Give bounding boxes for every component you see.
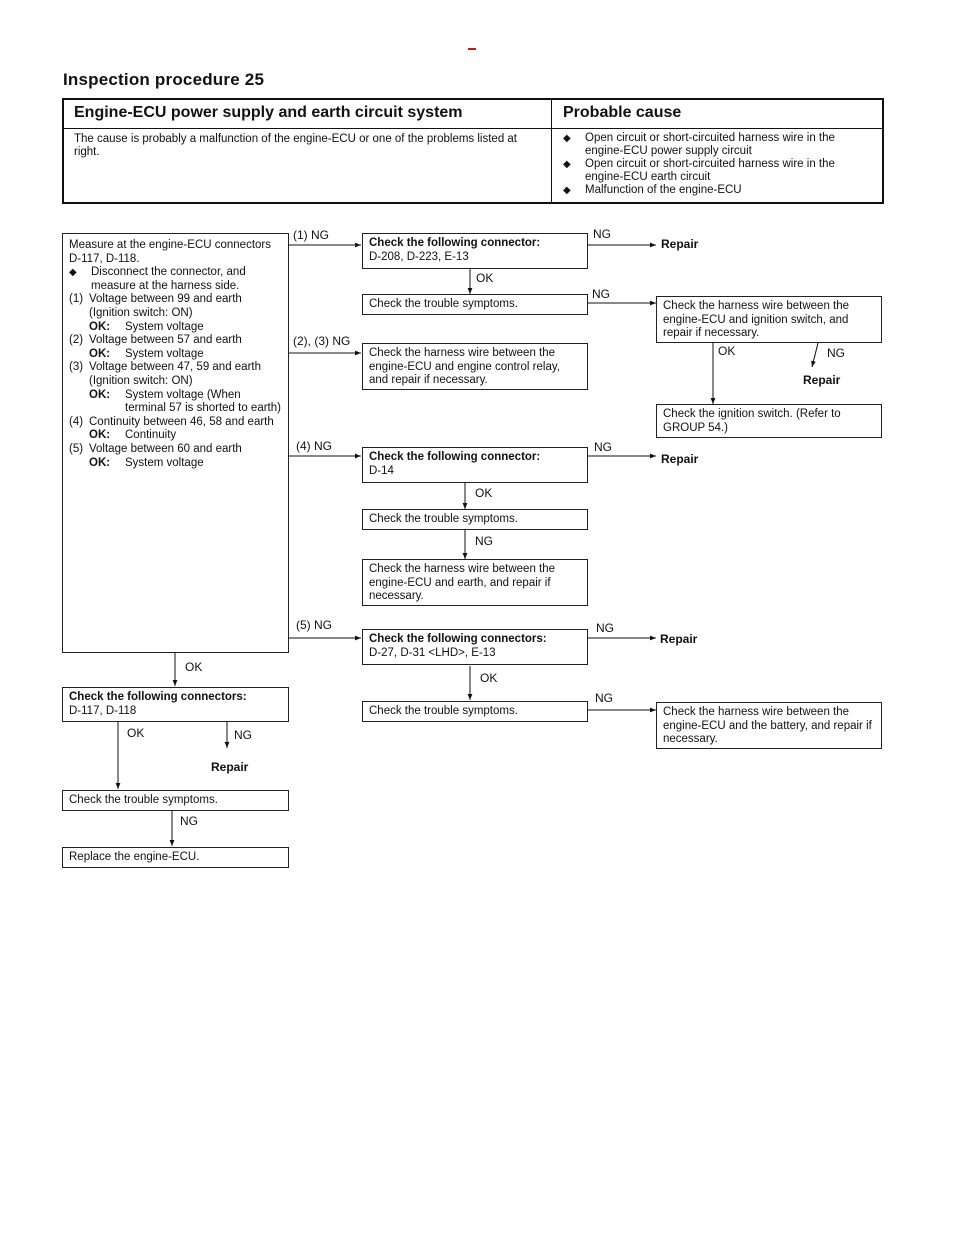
ng-label: NG: [593, 227, 611, 241]
measure-bullet: ◆ Disconnect the connector, and measure at the harness side.: [69, 266, 282, 293]
ok-label: OK: [480, 671, 498, 685]
repair-label: Repair: [661, 452, 699, 466]
ok-label: OK: [127, 726, 145, 740]
repair-label: Repair: [211, 760, 249, 774]
page-title: Inspection procedure 25: [63, 70, 265, 89]
branch-label-23: (2), (3) NG: [293, 334, 351, 348]
trouble-symptoms-box-1: Check the trouble symptoms.: [362, 294, 588, 315]
ok-label: OK: [718, 344, 736, 358]
branch-label-5: (5) NG: [296, 618, 332, 632]
measure-ok: OK: System voltage: [89, 347, 204, 360]
measure-line-1: Measure at the engine-ECU connectors: [69, 239, 271, 251]
arrow-ign-repair: [812, 343, 818, 367]
ignition-harness-box: Check the harness wire between the engine-ECU and ignition switch, and repair if necessary.: [656, 296, 882, 343]
ng-label: NG: [594, 440, 612, 454]
measure-ok: OK: Continuity: [89, 429, 177, 442]
trouble-symptoms-box-main: Check the trouble symptoms.: [62, 790, 289, 811]
ng-label: NG: [234, 728, 252, 742]
earth-harness-box: Check the harness wire between the engine-ECU and earth, and repair if necessary.: [362, 559, 588, 606]
repair-label: Repair: [660, 632, 698, 646]
cause-item: ◆ Open circuit or short-circuited harness wire in the engine-ECU power supply circuit: [563, 132, 873, 158]
ok-label: OK: [185, 660, 203, 674]
connector-check-box-1: Check the following connector: D-208, D-223, E-13: [362, 233, 588, 269]
repair-label: Repair: [661, 237, 699, 251]
cause-item: ◆ Open circuit or short-circuited harness wire in the engine-ECU earth circuit: [563, 158, 873, 184]
connector-check-box-main: Check the following connectors: D-117, D-118: [62, 687, 289, 722]
cause-item: ◆ Malfunction of the engine-ECU: [563, 184, 873, 197]
ng-label: NG: [595, 691, 613, 705]
measure-item: (4) Continuity between 46, 58 and earth: [69, 415, 274, 428]
system-title: Engine-ECU power supply and earth circuit system: [74, 104, 463, 121]
measure-ok: OK: System voltage (When terminal 57 is shorted to earth): [89, 388, 281, 415]
trouble-symptoms-box-4: Check the trouble symptoms.: [362, 509, 588, 530]
connector-check-box-5: Check the following connectors: D-27, D-31 <LHD>, E-13: [362, 629, 588, 665]
measure-item: (5) Voltage between 60 and earth: [69, 442, 242, 455]
relay-harness-box: Check the harness wire between the engine-ECU and engine control relay, and repair if necessary.: [362, 343, 588, 390]
measure-ok: OK: System voltage: [89, 320, 204, 333]
measure-item: (1) Voltage between 99 and earth (Ignition switch: ON): [69, 293, 242, 319]
measure-box: [62, 233, 289, 653]
measure-line-2: D-117, D-118.: [69, 252, 140, 265]
ignition-switch-box: Check the ignition switch. (Refer to GROUP 54.): [656, 404, 882, 438]
trouble-symptoms-box-5: Check the trouble symptoms.: [362, 701, 588, 722]
measure-item: (3) Voltage between 47, 59 and earth (Ignition switch: ON): [69, 361, 262, 387]
branch-label-4: (4) NG: [296, 439, 332, 453]
battery-harness-box: Check the harness wire between the engine-ECU and the battery, and repair if necessary.: [656, 702, 882, 749]
ng-label: NG: [592, 287, 610, 301]
repair-label: Repair: [803, 373, 841, 387]
cause-description: The cause is probably a malfunction of the engine-ECU or one of the problems listed at right.: [74, 133, 517, 158]
ok-label: OK: [475, 486, 493, 500]
ng-label: NG: [827, 346, 845, 360]
ng-label: NG: [180, 814, 198, 828]
branch-label-1: (1) NG: [293, 228, 329, 242]
ok-label: OK: [476, 271, 494, 285]
replace-ecu-box: Replace the engine-ECU.: [62, 847, 289, 868]
measure-item: (2) Voltage between 57 and earth: [69, 334, 242, 347]
probable-cause-title: Probable cause: [563, 104, 682, 121]
ng-label: NG: [475, 534, 493, 548]
ng-label: NG: [596, 621, 614, 635]
connector-check-box-4: Check the following connector: D-14: [362, 447, 588, 483]
measure-ok: OK: System voltage: [89, 456, 204, 469]
